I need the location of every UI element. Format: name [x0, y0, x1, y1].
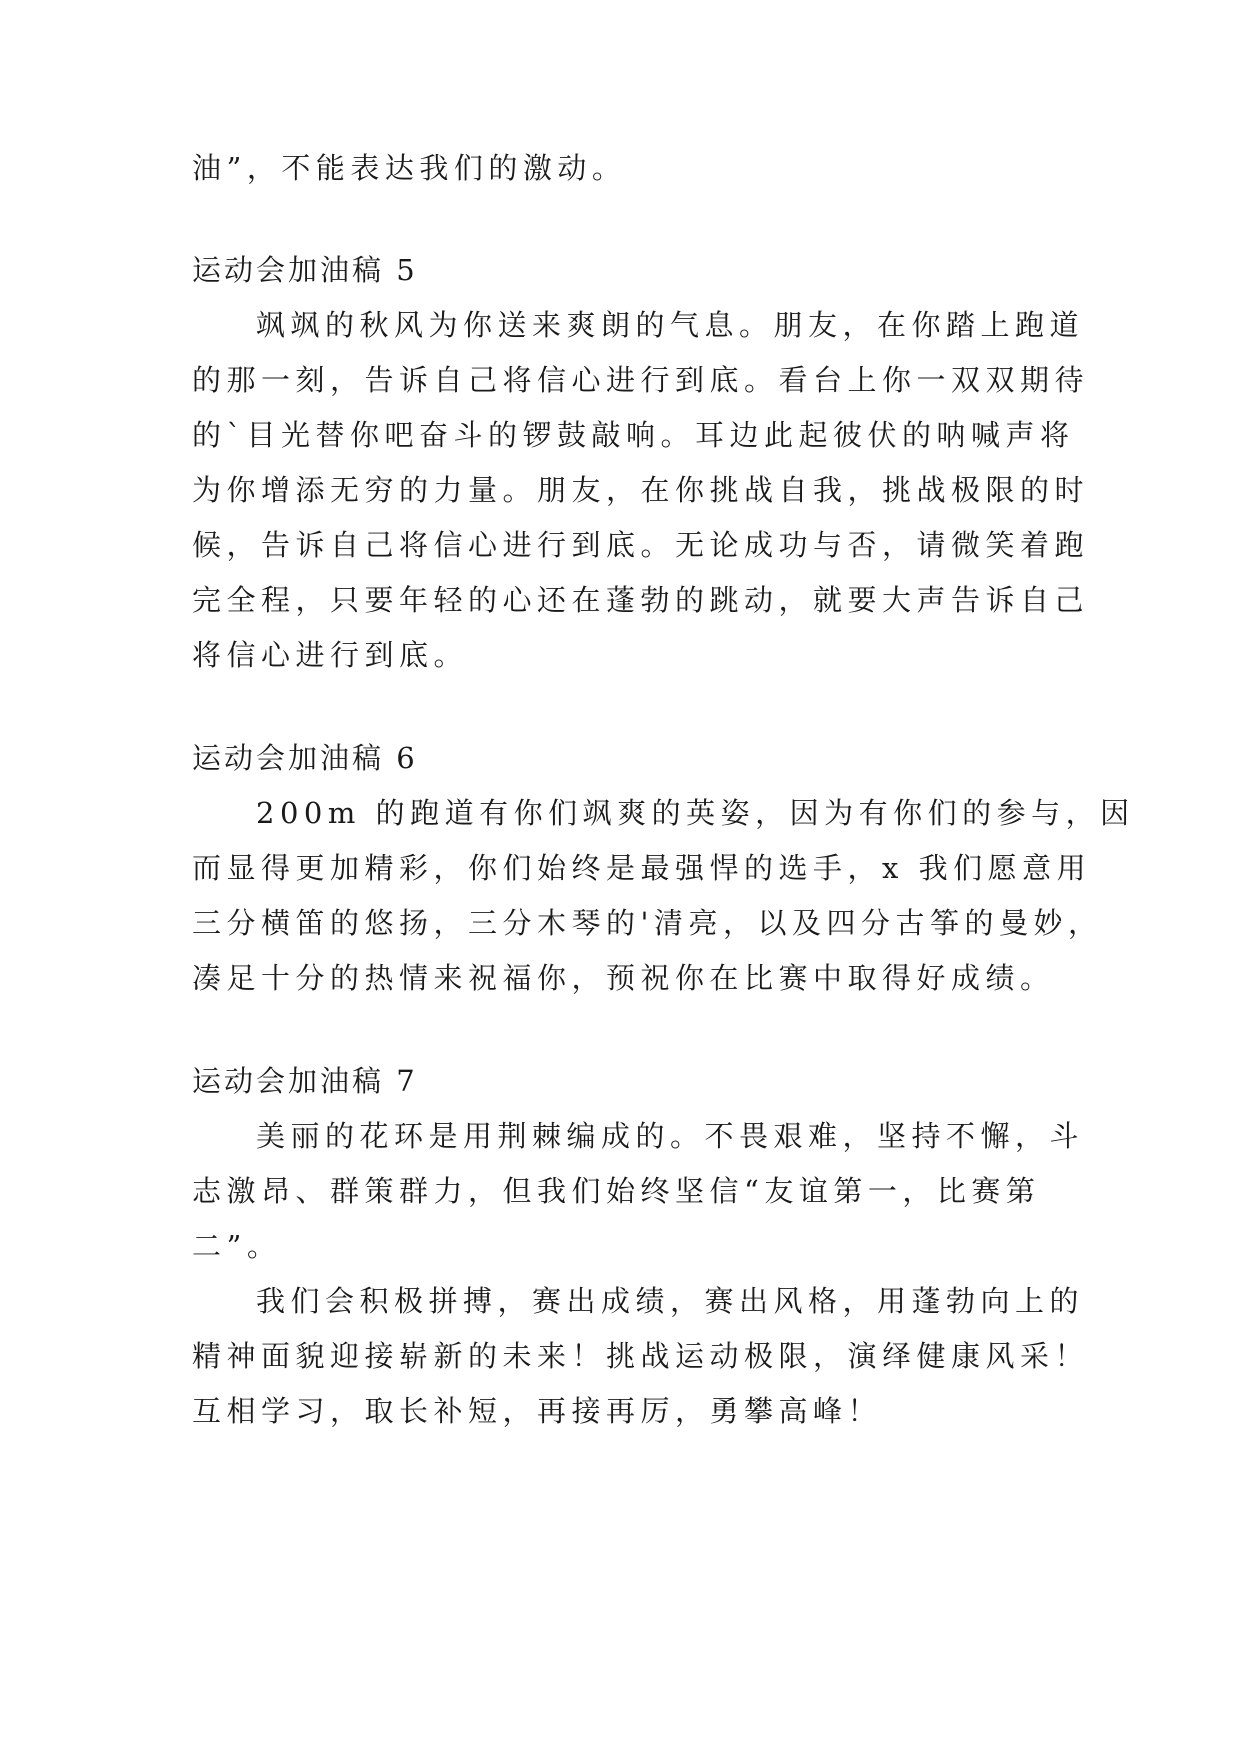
paragraph-line: 精神面貌迎接崭新的未来！挑战运动极限，演绎健康风采！ — [192, 1339, 1090, 1373]
section-heading-7: 运动会加油稿 7 — [192, 1064, 418, 1098]
paragraph-line: 志激昂、群策群力，但我们始终坚信“友谊第一，比赛第 — [192, 1174, 1041, 1208]
paragraph-line: 将信心进行到底。 — [192, 638, 469, 672]
paragraph-line: 互相学习，取长补短，再接再厉，勇攀高峰！ — [192, 1394, 883, 1428]
paragraph-line: 的`目光替你吧奋斗的锣鼓敲响。耳边此起彼伏的呐喊声将 — [192, 418, 1075, 452]
paragraph-line: 为你增添无穷的力量。朋友，在你挑战自我，挑战极限的时 — [192, 473, 1090, 507]
paragraph-line: 完全程，只要年轻的心还在蓬勃的跳动，就要大声告诉自己 — [192, 583, 1090, 617]
section-heading-6: 运动会加油稿 6 — [192, 741, 418, 775]
paragraph-line: 美丽的花环是用荆棘编成的。不畏艰难，坚持不懈，斗 — [256, 1119, 1085, 1153]
paragraph-line: 三分横笛的悠扬，三分木琴的'清亮，以及四分古筝的曼妙， — [192, 906, 1103, 940]
paragraph-line: 的那一刻，告诉自己将信心进行到底。看台上你一双双期待 — [192, 363, 1090, 397]
paragraph-line: 凑足十分的热情来祝福你，预祝你在比赛中取得好成绩。 — [192, 961, 1055, 995]
paragraph-line: 200m 的跑道有你们飒爽的英姿，因为有你们的参与，因 — [256, 796, 1135, 830]
section-heading-5: 运动会加油稿 5 — [192, 253, 418, 287]
paragraph-line: 而显得更加精彩，你们始终是最强悍的选手，x 我们愿意用 — [192, 851, 1092, 885]
paragraph-line: 二”。 — [192, 1229, 282, 1263]
intro-line: 油”，不能表达我们的激动。 — [192, 151, 627, 185]
paragraph-line: 候，告诉自己将信心进行到底。无论成功与否，请微笑着跑 — [192, 528, 1090, 562]
paragraph-line: 我们会积极拼搏，赛出成绩，赛出风格，用蓬勃向上的 — [256, 1284, 1085, 1318]
paragraph-line: 飒飒的秋风为你送来爽朗的气息。朋友，在你踏上跑道 — [256, 308, 1085, 342]
